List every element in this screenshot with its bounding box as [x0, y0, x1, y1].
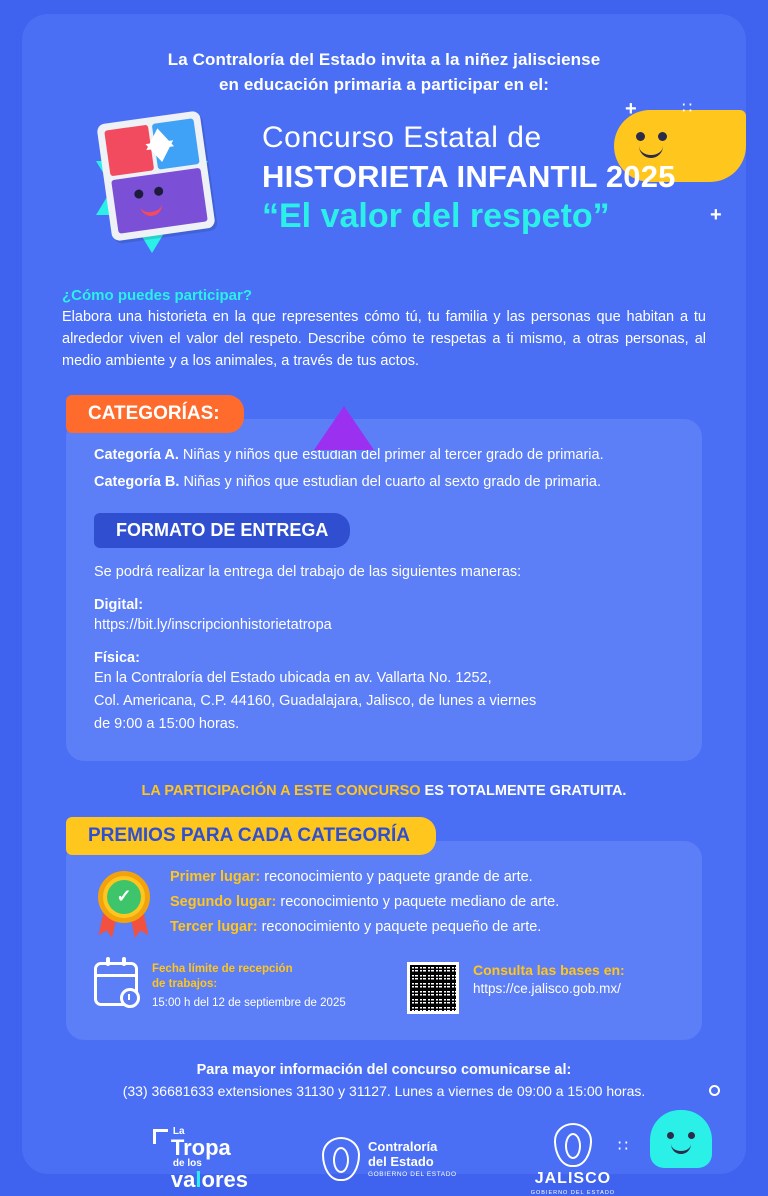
prize-third-text: reconocimiento y paquete pequeño de arte. — [257, 918, 542, 935]
circle-decoration-icon — [709, 1085, 720, 1096]
clock-icon — [120, 988, 140, 1008]
prize-item-third — [170, 919, 559, 935]
prizes-panel — [66, 841, 702, 1040]
categories-format-panel — [66, 419, 702, 761]
title-line-2: HISTORIETA INFANTIL 2025 — [262, 159, 676, 195]
calendar-bar-icon — [97, 974, 135, 977]
contraloria-line-2: del Estado — [367, 1153, 434, 1169]
calendar-clock-icon — [94, 962, 138, 1006]
tropa-la: La — [172, 1126, 185, 1138]
prize-first-text: reconocimiento y paquete grande de arte. — [260, 868, 533, 885]
title-text-group — [262, 121, 676, 236]
star-burst-icon — [145, 141, 176, 165]
prize-item-second — [170, 894, 559, 910]
ghost-smile-icon — [671, 1142, 691, 1154]
format-digital-link[interactable]: https://bit.ly/inscripcionhistorietatropa — [94, 616, 332, 633]
format-fisica-line-1: En la Contraloría del Estado ubicada en av. Vallarta No. 1252, — [94, 669, 492, 686]
medal-icon — [94, 871, 154, 937]
dots-decoration-icon: ∷ — [617, 1138, 630, 1155]
category-item-b — [94, 474, 674, 490]
category-a-name: Categoría A. — [94, 446, 179, 463]
prize-first-place: Primer lugar: — [170, 868, 261, 885]
footer-contact-info — [22, 1062, 746, 1099]
qr-code-icon[interactable] — [407, 962, 459, 1014]
category-b-name: Categoría B. — [94, 473, 180, 490]
prize-second-text: reconocimiento y paquete mediano de arte. — [276, 893, 560, 910]
format-tab: FORMATO DE ENTREGA — [94, 513, 350, 548]
bases-url[interactable]: https://ce.jalisco.gob.mx/ — [473, 980, 621, 996]
intro-text — [22, 14, 746, 97]
tropa-de-los: de los — [172, 1158, 202, 1170]
prize-third-place: Tercer lugar: — [170, 918, 258, 935]
tropa-valores — [171, 1169, 248, 1191]
category-item-a — [94, 447, 674, 463]
deadline-value: 15:00 h del 12 de septiembre de 2025 — [152, 996, 346, 1009]
title-line-3: “El valor del respeto” — [262, 197, 610, 236]
contraloria-line-1: Contraloría — [367, 1139, 438, 1155]
cyan-ghost-character — [650, 1110, 712, 1168]
valores-va: va — [170, 1167, 196, 1193]
participation-section — [22, 287, 746, 372]
format-fisica-label: Física: — [94, 649, 140, 666]
participation-question: ¿Cómo puedes participar? — [62, 287, 253, 305]
participation-paragraph: Elabora una historieta en la que representes cómo tú, tu familia y las personas que habitan a tu alrededor viven el valor del respeto. Describe cómo te respetas a ti mismo, a otras personas, al medio ambiente y a los animales, a través de tus actos. — [62, 309, 706, 369]
format-fisica-line-2: Col. Americana, C.P. 44160, Guadalajara, Jalisco, de lunes a viernes — [94, 692, 537, 709]
logo-jalisco — [531, 1123, 615, 1196]
free-note-part-2: ES TOTALMENTE GRATUITA. — [424, 782, 627, 799]
intro-line-1: La Contraloría del Estado invita a la niñez jalisciense — [167, 50, 601, 69]
comic-card-icon — [96, 111, 215, 242]
footer-logos — [22, 1123, 746, 1196]
valores-ores: ores — [201, 1167, 248, 1193]
format-intro: Se podrá realizar la entrega del trabajo de las siguientes maneras: — [94, 563, 522, 580]
free-participation-note — [22, 783, 746, 799]
comic-illustration — [92, 117, 252, 277]
valores-l: l — [195, 1167, 202, 1193]
prizes-list-row — [94, 869, 674, 944]
poster-root — [22, 14, 746, 1196]
tropa-word: Tropa — [170, 1135, 231, 1161]
categories-tab: CATEGORÍAS: — [66, 395, 244, 433]
prizes-list — [170, 869, 559, 944]
tropa-corner-mark-icon — [153, 1129, 168, 1144]
title-line-1: Concurso Estatal de — [262, 121, 542, 155]
deadline-label-line-1: Fecha límite de recepción — [152, 962, 293, 975]
jalisco-name: JALISCO — [534, 1169, 612, 1187]
purple-triangle-character — [314, 406, 374, 450]
medal-check-icon: ✓ — [107, 880, 141, 914]
prizes-footer-row — [94, 944, 674, 1014]
format-digital-label: Digital: — [94, 596, 144, 613]
bases-text — [473, 962, 625, 996]
prize-item-first — [170, 869, 559, 885]
footer-info-line-2: (33) 36681633 extensiones 31130 y 31127. Lunes a viernes de 09:00 a 15:00 horas. — [122, 1082, 646, 1099]
free-note-part-1: LA PARTICIPACIÓN A ESTE CONCURSO — [141, 782, 425, 799]
dots-decoration-icon: ∷ — [682, 100, 695, 117]
intro-line-2: en educación primaria a participar en el: — [218, 74, 550, 94]
plus-decoration-icon: + — [625, 98, 637, 120]
contraloria-text — [368, 1140, 457, 1178]
footer-info-line-1: Para mayor información del concurso comunicarse al: — [196, 1061, 572, 1078]
deadline-block — [94, 962, 361, 1014]
plus-decoration-icon: + — [710, 204, 722, 226]
bases-block — [407, 962, 674, 1014]
contraloria-crest-icon — [322, 1137, 360, 1181]
ghost-eye-right-icon — [688, 1132, 695, 1139]
qr-code-pattern — [410, 965, 456, 1011]
title-block — [22, 111, 746, 281]
logo-tropa-de-los-valores — [153, 1127, 248, 1191]
deadline-label-line-2: de trabajos: — [152, 978, 218, 991]
jalisco-crest-icon — [554, 1123, 592, 1167]
ghost-eye-left-icon — [667, 1132, 674, 1139]
deadline-text — [152, 962, 346, 1009]
category-a-text: Niñas y niños que estudian del primer al tercer grado de primaria. — [178, 446, 604, 463]
prize-second-place: Segundo lugar: — [170, 893, 277, 910]
format-fisica-line-3: de 9:00 a 15:00 horas. — [94, 715, 240, 732]
bases-label: Consulta las bases en: — [473, 961, 625, 978]
logo-contraloria-del-estado — [322, 1137, 457, 1181]
contraloria-line-3: GOBIERNO DEL ESTADO — [367, 1170, 457, 1178]
category-b-text: Niñas y niños que estudian del cuarto al sexto grado de primaria. — [179, 473, 601, 490]
prizes-tab: PREMIOS PARA CADA CATEGORÍA — [66, 817, 436, 855]
jalisco-sub: GOBIERNO DEL ESTADO — [530, 1189, 616, 1196]
